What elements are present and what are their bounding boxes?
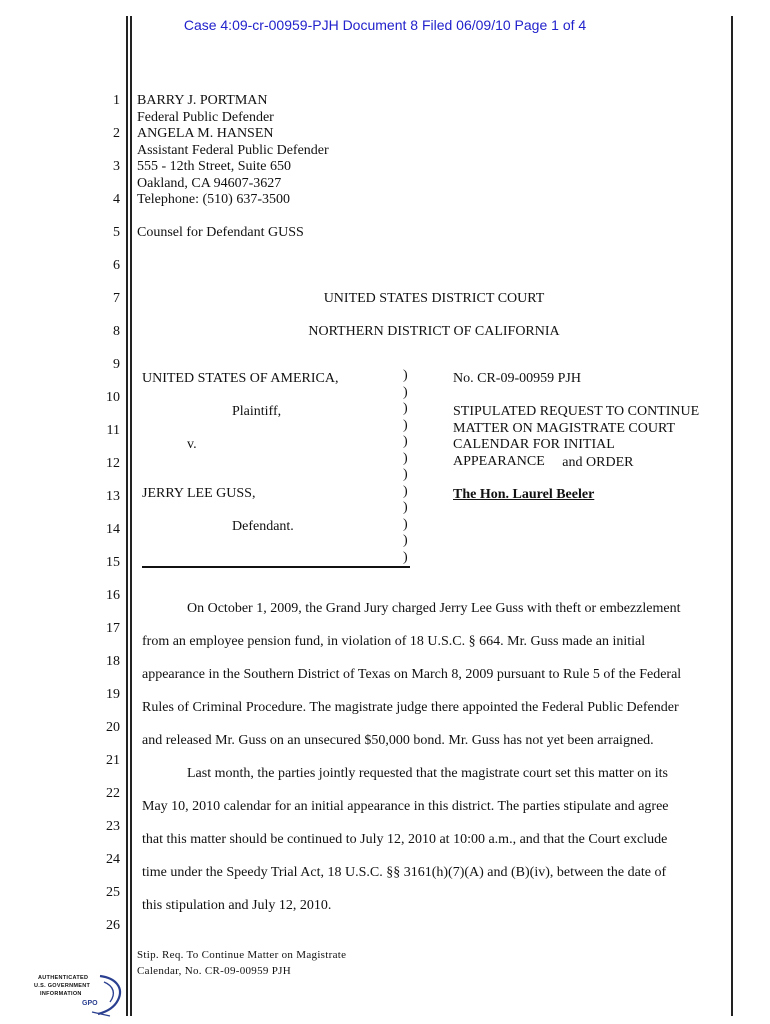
line-number: 24 xyxy=(106,852,120,867)
defendant-name: JERRY LEE GUSS, xyxy=(142,486,256,501)
line-number: 15 xyxy=(106,555,120,570)
seal-text: U.S. GOVERNMENT xyxy=(34,983,91,989)
document-title-line: CALENDAR FOR INITIAL xyxy=(453,437,615,452)
line-number: 2 xyxy=(113,126,120,141)
document-title-line xyxy=(453,454,633,471)
line-number: 26 xyxy=(106,918,120,933)
counsel-phone: Telephone: (510) 637-3500 xyxy=(137,192,290,207)
line-number: 8 xyxy=(113,324,120,339)
body-line: this stipulation and July 12, 2010. xyxy=(142,898,332,913)
line-number: 13 xyxy=(106,489,120,504)
body-line: from an employee pension fund, in violation of 18 U.S.C. § 664. Mr. Guss made an initial xyxy=(142,634,646,649)
counsel-name: BARRY J. PORTMAN xyxy=(137,93,268,108)
seal-text: AUTHENTICATED xyxy=(38,975,89,981)
judge-name: The Hon. Laurel Beeler xyxy=(453,487,595,502)
plaintiff-role: Plaintiff, xyxy=(232,404,282,419)
line-number: 3 xyxy=(113,159,120,174)
footer-line: Stip. Req. To Continue Matter on Magistrate xyxy=(137,949,347,961)
line-number: 10 xyxy=(106,390,120,405)
line-number: 1 xyxy=(113,93,120,108)
line-number: 14 xyxy=(106,522,120,537)
line-number: 6 xyxy=(113,258,120,273)
line-number: 4 xyxy=(113,192,120,207)
line-number: 20 xyxy=(106,720,120,735)
caption-parentheses: ) ) ) ) ) ) ) ) ) ) ) ) xyxy=(403,368,408,565)
line-number: 23 xyxy=(106,819,120,834)
body-line: time under the Speedy Trial Act, 18 U.S.C. §§ 3161(h)(7)(A) and (B)(iv), between the date of xyxy=(142,865,667,880)
footer-caption xyxy=(137,947,346,979)
filing-stamp: Case 4:09-cr-00959-PJH Document 8 Filed 06/09/10 Page 1 of 4 xyxy=(183,17,587,33)
document-title-order: and ORDER xyxy=(562,454,634,470)
left-margin-rule-1 xyxy=(126,16,128,1016)
footer-line: Calendar, No. CR-09-00959 PJH xyxy=(137,965,291,977)
line-number: 19 xyxy=(106,687,120,702)
line-number: 16 xyxy=(106,588,120,603)
counsel-address: 555 - 12th Street, Suite 650 xyxy=(137,159,291,174)
gpo-authentication-seal xyxy=(30,972,130,1018)
document-title-appearance: APPEARANCE xyxy=(453,453,545,469)
body-line: Last month, the parties jointly requested that the magistrate court set this matter on its xyxy=(187,766,668,781)
line-number: 5 xyxy=(113,225,120,240)
court-name: UNITED STATES DISTRICT COURT xyxy=(323,291,545,306)
line-number: 25 xyxy=(106,885,120,900)
body-line: On October 1, 2009, the Grand Jury charged Jerry Lee Guss with theft or embezzlement xyxy=(187,601,681,616)
line-number: 21 xyxy=(106,753,120,768)
line-number: 17 xyxy=(106,621,120,636)
line-number: 7 xyxy=(113,291,120,306)
body-line: that this matter should be continued to July 12, 2010 at 10:00 a.m., and that the Court exclude xyxy=(142,832,668,847)
body-line: and released Mr. Guss on an unsecured $50,000 bond. Mr. Guss has not yet been arraigned. xyxy=(142,733,654,748)
body-line: May 10, 2010 calendar for an initial appearance in this district. The parties stipulate and agree xyxy=(142,799,669,814)
defendant-role: Defendant. xyxy=(232,519,294,534)
counsel-address: Oakland, CA 94607-3627 xyxy=(137,175,282,191)
counsel-name: ANGELA M. HANSEN xyxy=(137,126,274,141)
left-margin-rule-2 xyxy=(130,16,132,1016)
case-number: No. CR-09-00959 PJH xyxy=(453,371,581,386)
counsel-title: Federal Public Defender xyxy=(137,109,274,125)
line-number: 9 xyxy=(113,357,120,372)
body-line: appearance in the Southern District of Texas on March 8, 2009 pursuant to Rule 5 of the Federal xyxy=(142,667,682,682)
line-number: 12 xyxy=(106,456,120,471)
counsel-for: Counsel for Defendant GUSS xyxy=(137,225,304,240)
court-district: NORTHERN DISTRICT OF CALIFORNIA xyxy=(308,324,560,339)
line-number: 18 xyxy=(106,654,120,669)
plaintiff-name: UNITED STATES OF AMERICA, xyxy=(142,371,339,386)
line-number: 11 xyxy=(106,423,120,438)
seal-text: GPO xyxy=(82,1000,98,1007)
caption-underline xyxy=(142,566,410,568)
versus: v. xyxy=(187,437,197,452)
right-margin-rule xyxy=(731,16,733,1016)
seal-text: INFORMATION xyxy=(40,991,82,997)
body-line: Rules of Criminal Procedure. The magistrate judge there appointed the Federal Public Defender xyxy=(142,700,679,715)
document-title-line: MATTER ON MAGISTRATE COURT xyxy=(453,420,675,436)
counsel-title: Assistant Federal Public Defender xyxy=(137,142,329,158)
document-title-line: STIPULATED REQUEST TO CONTINUE xyxy=(453,404,700,419)
line-number: 22 xyxy=(106,786,120,801)
